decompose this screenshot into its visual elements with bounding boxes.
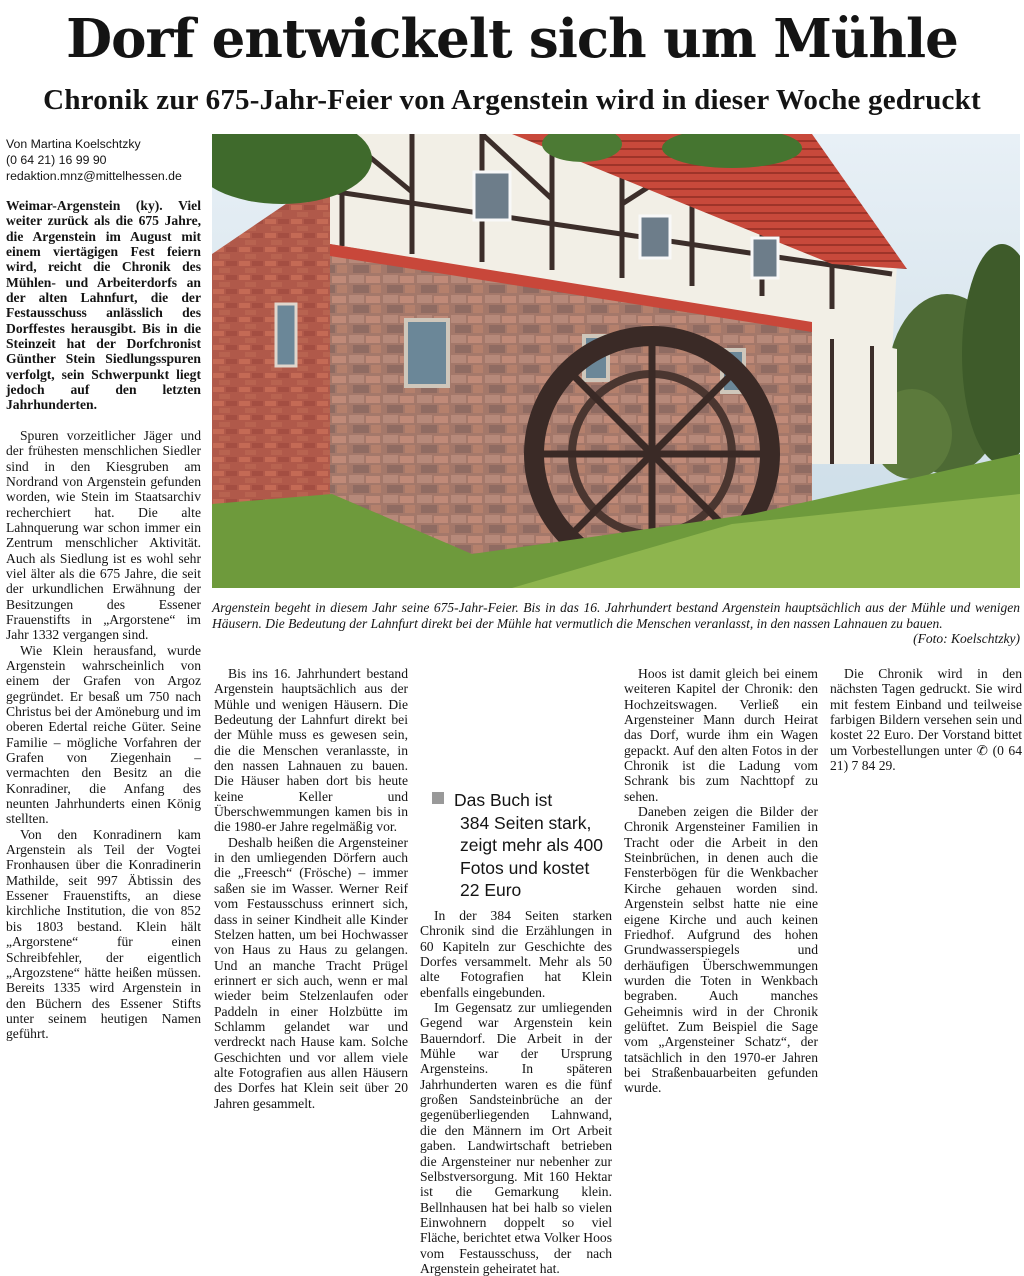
article-column-5 [830,666,1022,773]
photo-credit: (Foto: Koelschtzky) [913,631,1020,647]
article-lead: Weimar-Argenstein (ky). Viel weiter zurück als die 675 Jahre, die Argenstein im August mit einem viertägigen Fest feiern wird, reicht die Chronik des Mühlen- und Arbeiterdorfs an der alten Lahnfurt, die der Festausschuss anlässlich des Dorffestes herausgibt. Bis in die Steinzeit hat der Dorfchronist Günther Stein Siedlungsspuren verfolgt, sein Schwerpunkt liegt jedoch auf den letzten Jahrhunderten. [6,198,201,413]
factbox-rest: 384 Seiten stark, zeigt mehr als 400 Fotos und kostet 22 Euro [460,812,603,900]
article-paragraph: Wie Klein herausfand, wurde Argenstein wahrscheinlich von einem der Grafen von Argoz gegründet. Er besaß um 750 nach Christus bei der Amöneburg und im oberen Edertal reiche Güter. Seine Familie – mögliche Vorfahren der Grafen von Ziegenhain – vermachten den Besitz an die Konradiner, die Anfang des neunten Jahrhunderts einen König stellten. [6,642,201,827]
article-paragraph: Spuren vorzeitlicher Jäger und der frühesten menschlichen Siedler sind in den Kiesgruben am Nordrand von Argenstein gefunden worden, wie Stein im Staatsarchiv recherchiert hat. Die alte Lahnquerung war schon immer ein Zentrum menschlicher Aktivität. Auch als Siedlung ist es wohl sehr viel älter als die 675 Jahre, die seit der urkundlichen Erwähnung der Besitzungen des Essener Frauenstifts in „Argorstene“ im Jahr 1332 vergangen sind. [6,427,201,643]
article-paragraph: Bis ins 16. Jahrhundert bestand Argenstein hauptsächlich aus der Mühle und wenigen Häusern. Die Bedeutung der Lahnfurt direkt bei der Mühle muss es gewesen sein, die die Menschen veranlasste, in den nassen Lahnauen zu bauen. Die Häuser haben dort bis heute keine Keller und Überschwemmungen kamen bis in die 1980-er Jahre regelmäßig vor. [214,666,408,835]
article-paragraph: Hoos ist damit gleich bei einem weiteren Kapitel der Chronik: den Hochzeitswagen. Verließ ein Argensteiner Mann durch Heirat das Dorf, wurde ihm ein Wagen gepackt. Auf den alten Fotos in der Chronik ist die Ladung vom Schrank bis zum Nachttopf zu sehen. [624,666,818,804]
mill-photo-illustration [212,134,1020,588]
author-email[interactable]: redaktion.mnz@mittelhessen.de [6,169,182,183]
factbox [432,789,612,902]
article-paragraph: Deshalb heißen die Argensteiner in den umliegenden Dörfern auch die „Freesch“ (Frösche) – immer saßen sie im Wasser. Werner Reif vom Festausschuss erinnert sich, dass in seiner Kindheit alle Kinder Stelzen hatten, um bei Hochwasser von Haus zu Haus zu gelangen. Und an manche Tracht Prügel erinnert er sich auch, wenn er mal wieder beim Stelzenlaufen oder Paddeln in einer Holzbütte im Schlamm gelandet war und verdreckt nach Hause kam. Solche Geschichten und vor allem viele alte Fotografien aus allen Häusern des Dorfes hat Klein seit über 20 Jahren gesammelt. [214,834,408,1111]
article-column-2 [214,666,408,1111]
mill-photo [212,134,1020,588]
headline: Dorf entwickelt sich um Mühle [66,8,958,70]
author-box [6,136,206,184]
article-column-1 [6,198,201,1042]
photo-caption [212,600,1020,647]
article-column-4 [624,666,818,1096]
caption-text: Argenstein begeht in diesem Jahr seine 675-Jahr-Feier. Bis in das 16. Jahrhundert bestand Argenstein hauptsächlich aus der Mühle und wenigen Häusern. Die Bedeutung der Lahnfurt direkt bei der Mühle hat vermutlich die Menschen veranlasst, in den nassen Lahnauen zu bauen. [212,600,1020,631]
article-column-3-bottom [420,908,612,1276]
article-paragraph: Die Chronik wird in den nächsten Tagen gedruckt. Sie wird mit festem Einband und teilweise farbigen Bildern versehen sein und kostet 22 Euro. Der Vorstand bittet um Vorbestellungen unter ✆ (0 64 21) 7 84 29. [830,666,1022,774]
article-paragraph: Daneben zeigen die Bilder der Chronik Argensteiner Familien in Tracht oder die Arbeit in den Steinbrüchen, in denen auch die Fensterbögen für die Wenkbacher Kirche gehauen worden sind. Argenstein selbst hatte nie eine eigene Kirche und auch keinen Friedhof. Aufgrund des hohen Grundwasserspiegels und derhäufigen Überschwemmungen wurden die Toten in Wenkbach begraben. Auch manches Geheimnis wird in der Chronik gelüftet. Zum Beispiel die Sage vom „Argensteiner Schatz“, der tatsächlich in den 1970-er Jahren bei Straßenbauarbeiten gefunden wurde. [624,804,818,1096]
article-paragraph: Im Gegensatz zur umliegenden Gegend war Argenstein kein Bauerndorf. Die Arbeit in der Mühle war der Ursprung Argensteins. In späteren Jahrhunderten waren es die fünf großen Sandsteinbrüche an der gegenüberliegenden Lahnwand, die den Männern im Ort Arbeit gaben. Landwirtschaft betrieben die Argensteiner nur nebenher zur Selbstversorgung. Mit 160 Hektar ist die Gemarkung klein. Bellnhausen hat bei halb so vielen Einwohnern doppelt so viel Fläche, berichtet etwa Volker Hoos vom Festausschuss, der nach Argenstein geheiratet hat. [420,1000,612,1276]
article-paragraph: Von den Konradinern kam Argenstein als Teil der Vogtei Fronhausen über die Konradinerin Mathilde, seit 997 Äbtissin des Essener Frauenstifts, an diese kirchliche Institution, die von 852 bis 1803 bestand. Klein hält „Argorstene“ für einen Schreibfehler, der eigentlich „Argozstene“ hätte heißen müssen. Bereits 1335 wird Argenstein in den Büchern des Essener Stifts unter seinem heutigen Namen geführt. [6,826,201,1042]
factbox-line1: Das Buch ist [454,790,553,810]
author-name: Von Martina Koelschtzky [6,137,141,151]
subheadline: Chronik zur 675-Jahr-Feier von Argenstein wird in dieser Woche gedruckt [43,84,981,116]
article-paragraph: In der 384 Seiten starken Chronik sind die Erzählungen in 60 Kapiteln zur Geschichte des Dorfes versammelt. Mehr als 50 alte Fotografien hat Klein ebenfalls eingebunden. [420,908,612,1000]
bullet-square-icon [432,792,444,804]
author-phone: (0 64 21) 16 99 90 [6,153,107,167]
